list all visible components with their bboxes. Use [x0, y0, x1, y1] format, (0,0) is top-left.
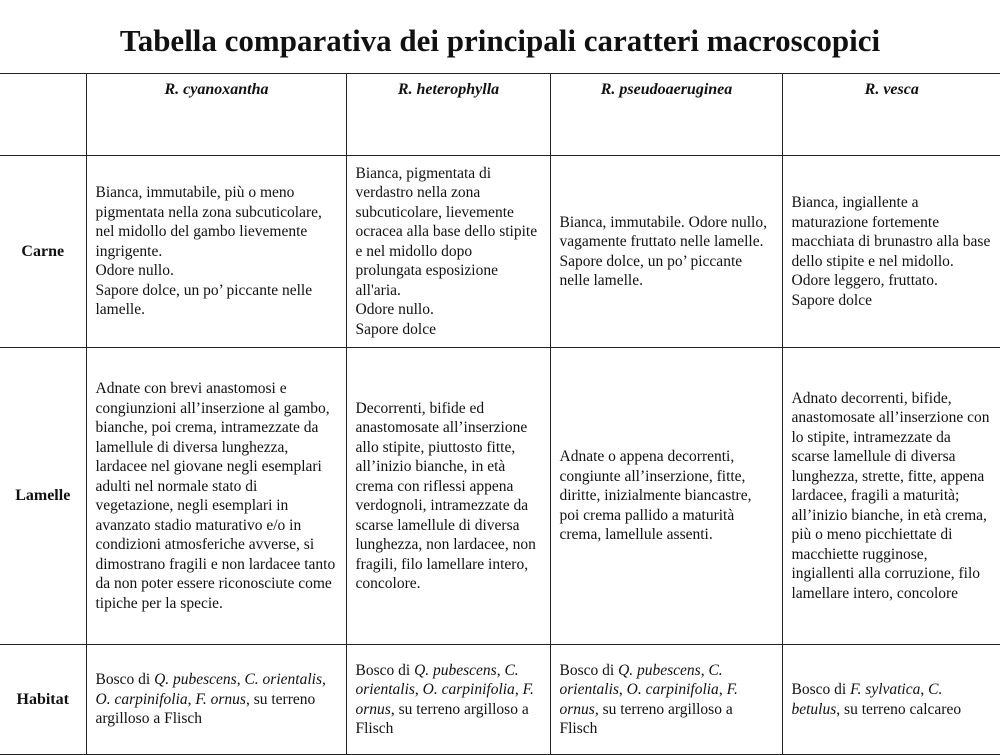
table-row-lamelle	[0, 348, 1000, 645]
cell-carne-pseudoaeruginea: Bianca, immutabile. Odore nullo, vagamente fruttato nelle lamelle. Sapore dolce, un po’ piccante nelle lamelle.	[550, 156, 782, 348]
cell-lamelle-pseudoaeruginea: Adnate o appena decorrenti, congiunte all’inserzione, fitte, diritte, inizialmente biancastre, poi crema pallido a maturità crema, lamellule assenti.	[550, 348, 782, 645]
page-title: Tabella comparativa dei principali caratteri macroscopici	[119, 23, 881, 58]
row-header-lamelle: Lamelle	[0, 348, 86, 645]
cell-carne-heterophylla: Bianca, pigmentata di verdastro nella zona subcuticolare, lievemente ocracea alla base dello stipite e nel midollo dopo prolungata esposizione all'aria. Odore nullo. Sapore dolce	[346, 156, 550, 348]
cell-lamelle-heterophylla: Decorrenti, bifide ed anastomosate all’inserzione allo stipite, piuttosto fitte, all’inizio bianche, in età crema con riflessi appena verdognoli, intramezzate da scarse lamellule di diversa lunghezza, non lardacee, non fragili, filo lamellare intero, concolore.	[346, 348, 550, 645]
column-header-cyanoxantha: R. cyanoxantha	[86, 74, 346, 156]
table-row-habitat	[0, 645, 1000, 755]
cell-carne-vesca: Bianca, ingiallente a maturazione fortemente macchiata di brunastro alla base dello stipite e nel midollo. Odore leggero, fruttato. Sapore dolce	[782, 156, 1000, 348]
cell-carne-cyanoxantha: Bianca, immutabile, più o meno pigmentata nella zona subcuticolare, nel midollo del gambo lievemente ingrigente. Odore nullo. Sapore dolce, un po’ piccante nelle lamelle.	[86, 156, 346, 348]
column-header-heterophylla: R. heterophylla	[346, 74, 550, 156]
cell-habitat-heterophylla: Bosco di Q. pubescens, C. orientalis, O. carpinifolia, F. ornus, su terreno argilloso a Flisch	[346, 645, 550, 755]
comparison-table	[0, 73, 1000, 755]
cell-habitat-vesca: Bosco di F. sylvatica, C. betulus, su terreno calcareo	[782, 645, 1000, 755]
cell-lamelle-vesca: Adnato decorrenti, bifide, anastomosate all’inserzione con lo stipite, intramezzate da scarse lamellule di diversa lunghezza, strette, fitte, appena lardacee, fragili a maturità; all’inizio bianche, in età crema, più o meno picchiettate di macchiette rugginose, ingiallenti alla corruzione, filo lamellare intero, concolore	[782, 348, 1000, 645]
cell-habitat-pseudoaeruginea: Bosco di Q. pubescens, C. orientalis, O. carpinifolia, F. ornus, su terreno argilloso a Flisch	[550, 645, 782, 755]
cell-habitat-cyanoxantha: Bosco di Q. pubescens, C. orientalis, O. carpinifolia, F. ornus, su terreno argilloso a Flisch	[86, 645, 346, 755]
table-header-row	[0, 74, 1000, 156]
column-header-pseudoaeruginea: R. pseudoaeruginea	[550, 74, 782, 156]
cell-lamelle-cyanoxantha: Adnate con brevi anastomosi e congiunzioni all’inserzione al gambo, bianche, poi crema, intramezzate da lamellule di diversa lunghezza, lardacee nel giovane negli esemplari adulti nel normale stato di vegetazione, negli esemplari in avanzato stadio maturativo e/o in condizioni atmosferiche avverse, si dimostrano fragili e non lardacee tanto da non poter essere riconosciute come tipiche per la specie.	[86, 348, 346, 645]
row-header-habitat: Habitat	[0, 645, 86, 755]
column-header-vesca: R. vesca	[782, 74, 1000, 156]
row-header-carne: Carne	[0, 156, 86, 348]
header-corner-cell	[0, 74, 86, 156]
table-row-carne	[0, 156, 1000, 348]
